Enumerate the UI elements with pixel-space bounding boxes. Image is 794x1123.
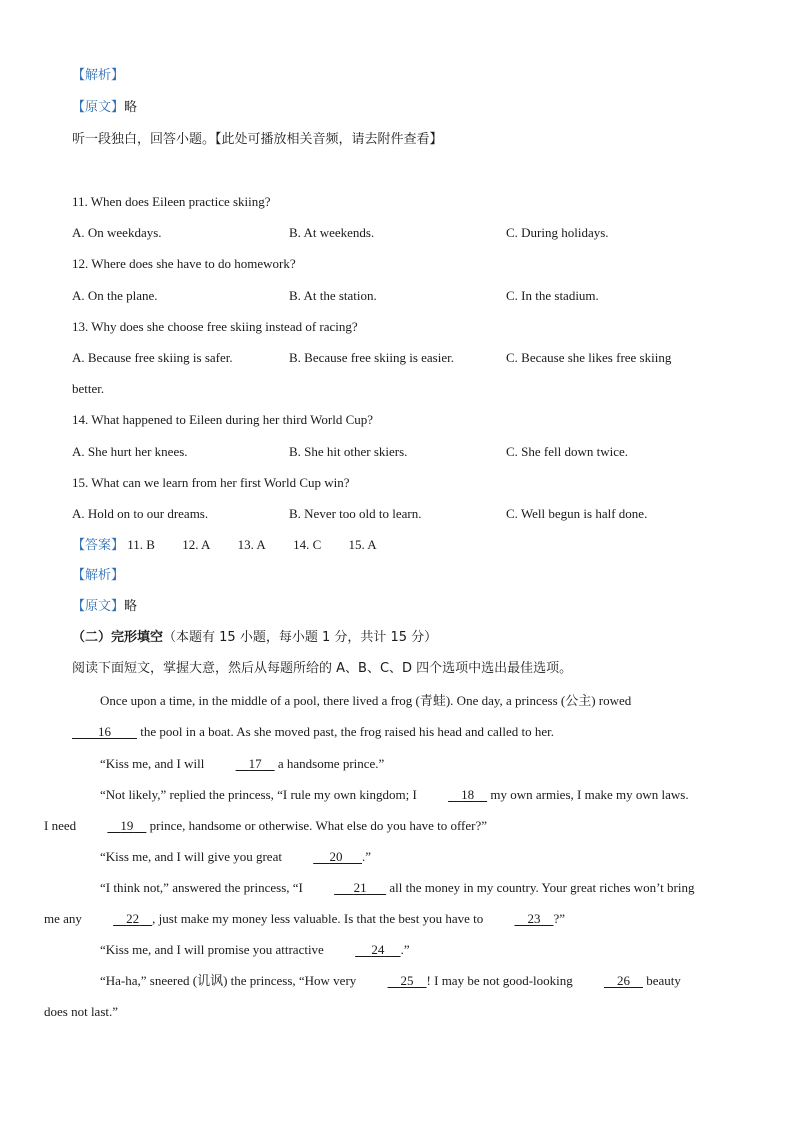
blank-18: 18 [461, 787, 475, 802]
q11-option-a: A. On weekdays. [72, 225, 162, 240]
q12-option-a: A. On the plane. [72, 288, 158, 303]
q14-option-b: B. She hit other skiers. [289, 444, 408, 459]
q11-option-c: C. During holidays. [506, 225, 609, 240]
question-15: 15. What can we learn from her first World Cup win? [72, 475, 350, 490]
answer-14: 14. C [293, 537, 322, 552]
q13-option-c-continued: better. [72, 381, 105, 396]
q15-option-b: B. Never too old to learn. [289, 506, 422, 521]
blank-26: 26 [617, 973, 631, 988]
blank-20: 20 [329, 849, 343, 864]
passage-paragraph-3: “Not likely,” replied the princess, “I rule my own kingdom; I 18 my own armies, I make my own laws. I need 19 prince, handsome or otherwise. What else do you have to offer?” [72, 779, 722, 841]
q13-option-c: C. Because she likes free skiing [506, 350, 672, 365]
original-text-line-2: 【原文】略 [72, 599, 138, 614]
answer-11: 11. B [127, 537, 155, 552]
answer-key: 【答案】 11. B 12. A 13. A 14. C 15. A [72, 537, 377, 553]
blank-23: 23 [527, 911, 541, 926]
q14-option-c: C. She fell down twice. [506, 444, 629, 459]
section-heading [72, 630, 437, 646]
answer-12: 12. A [182, 537, 211, 552]
original-text-line: 【原文】略 [72, 100, 138, 115]
section-instruction: 阅读下面短文，掌握大意，然后从每题所给的 A、B、C、D 四个选项中选出最佳选项。 [72, 661, 573, 676]
section-title: （二）完形填空 [72, 630, 164, 645]
blank-25: 25 [400, 973, 414, 988]
blank-22: 22 [126, 911, 140, 926]
answer-15: 15. A [348, 537, 377, 552]
answer-13: 13. A [237, 537, 266, 552]
question-12: 12. Where does she have to do homework? [72, 256, 296, 271]
question-14: 14. What happened to Eileen during her third World Cup? [72, 412, 374, 427]
q13-option-b: B. Because free skiing is easier. [289, 350, 454, 365]
analysis-tag-2: 【解析】 [72, 568, 125, 583]
q15-option-a: A. Hold on to our dreams. [72, 506, 209, 521]
q12-option-c: C. In the stadium. [506, 288, 599, 303]
q13-option-a: A. Because free skiing is safer. [72, 350, 233, 365]
passage-paragraph-5: “I think not,” answered the princess, “I 21 all the money in my country. Your great riches won’t bring me any 22 , just make my money less valuable. Is that the best you have to 23 ?” [72, 872, 722, 934]
passage-paragraph-2: “Kiss me, and I will 17 a handsome prince.” [72, 748, 722, 779]
blank-16: 16 [98, 724, 111, 739]
blank-24: 24 [371, 942, 385, 957]
analysis-tag: 【解析】 [72, 68, 125, 83]
section-note: （本题有 15 小题，每小题 1 分，共计 15 分） [163, 630, 438, 645]
blank-19: 19 [120, 818, 134, 833]
question-11: 11. When does Eileen practice skiing? [72, 194, 271, 209]
q15-option-c: C. Well begun is half done. [506, 506, 648, 521]
listening-instruction: 听一段独白，回答小题。【此处可播放相关音频，请去附件查看】 [72, 132, 443, 147]
question-13: 13. Why does she choose free skiing instead of racing? [72, 319, 358, 334]
passage-paragraph-6: “Kiss me, and I will promise you attractive 24 .” [72, 934, 722, 965]
q11-option-b: B. At weekends. [289, 225, 375, 240]
blank-21: 21 [353, 880, 367, 895]
q12-option-b: B. At the station. [289, 288, 377, 303]
passage-paragraph-1: Once upon a time, in the middle of a pool, there lived a frog (青蛙). One day, a princess (公主) rowed 16 the pool in a boat. As she moved past, the frog raised his head and called to her. [72, 685, 722, 747]
blank-17: 17 [248, 756, 262, 771]
passage-paragraph-7: “Ha-ha,” sneered (讥讽) the princess, “How very 25 ! I may be not good-looking 26 beauty does not last.” [72, 965, 722, 1027]
q14-option-a: A. She hurt her knees. [72, 444, 188, 459]
passage-paragraph-4: “Kiss me, and I will give you great 20 .” [72, 841, 722, 872]
